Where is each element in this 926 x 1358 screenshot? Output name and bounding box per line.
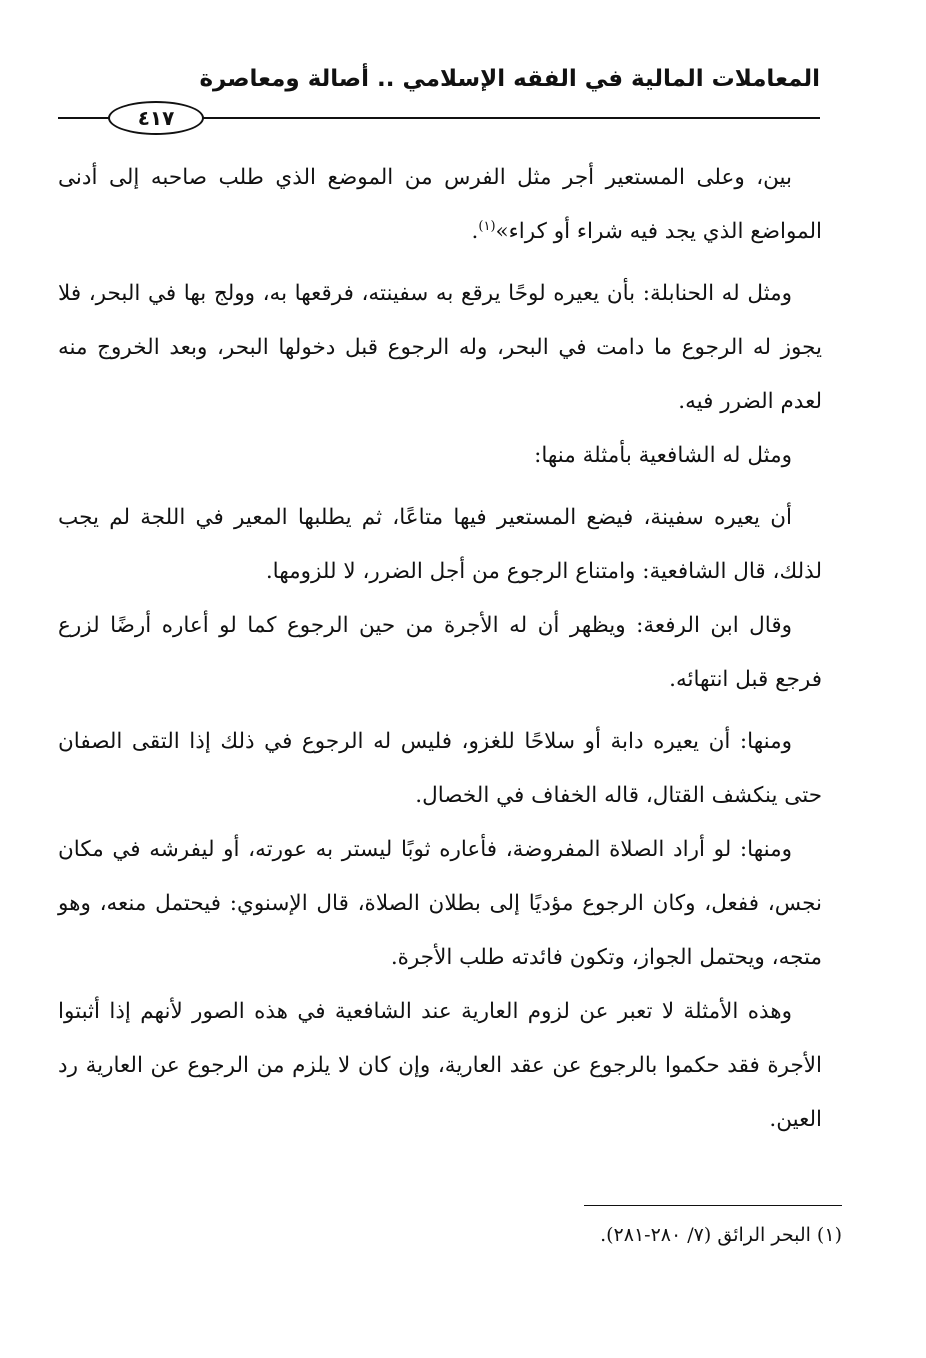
paragraph: ومثل له الشافعية بأمثلة منها: [534,443,792,468]
paragraph: ومثل له الحنابلة: بأن يعيره لوحًا يرقع به سفينته، فرقعها به، وولج بها في البحر، فلا يجوز له الرجوع ما دامت في البحر، وله الرجوع قبل دخولها البحر، وبعد الخروج منه لعدم الضرر فيه. [58,281,822,414]
footnote-rule [584,1205,842,1206]
footnote-reference: (١) [478,218,496,234]
page-number: ٤١٧ [108,101,204,135]
paragraph: بين، وعلى المستعير أجر مثل الفرس من الموضع الذي طلب صاحبه إلى أدنى المواضع الذي يجد فيه شراء أو كراء»$^{(١)}$. [58,165,822,244]
paragraph: وهذه الأمثلة لا تعبر عن لزوم العارية عند الشافعية في هذه الصور لأنهم إذا أثبتوا الأجرة فقد حكموا بالرجوع عن عقد العارية، وإن كان لا يلزم من الرجوع عن العارية رد العين. [58,999,822,1132]
running-header: المعاملات المالية في الفقه الإسلامي .. أصالة ومعاصرة [199,66,820,92]
footnote: (١) البحر الرائق (٧/ ٢٨٠-٢٨١). [600,1224,842,1246]
body-text [58,151,822,1147]
paragraph: ومنها: لو أراد الصلاة المفروضة، فأعاره ثوبًا ليستر به عورته، أو ليفرشه في مكان نجس، ففعل، وكان الرجوع مؤديًا إلى بطلان الصلاة، قال الإسنوي: فيحتمل منعه، وهو متجه، ويحتمل الجواز، وتكون فائدته طلب الأجرة. [58,837,822,970]
paragraph: وقال ابن الرفعة: ويظهر أن له الأجرة من حين الرجوع كما لو أعاره أرضًا لزرع فرجع قبل انتهائه. [58,613,822,692]
paragraph: ومنها: أن يعيره دابة أو سلاحًا للغزو، فليس له الرجوع في ذلك إذا التقى الصفان حتى ينكشف القتال، قاله الخفاف في الخصال. [58,729,822,808]
paragraph: أن يعيره سفينة، فيضع المستعير فيها متاعًا، ثم يطلبها المعير في اللجة لم يجب لذلك، قال الشافعية: وامتناع الرجوع من أجل الضرر، لا للزومها. [58,505,822,584]
paragraph-text: بين، وعلى المستعير أجر مثل الفرس من الموضع الذي طلب صاحبه إلى أدنى المواضع الذي يجد فيه شراء أو كراء» [58,165,822,244]
